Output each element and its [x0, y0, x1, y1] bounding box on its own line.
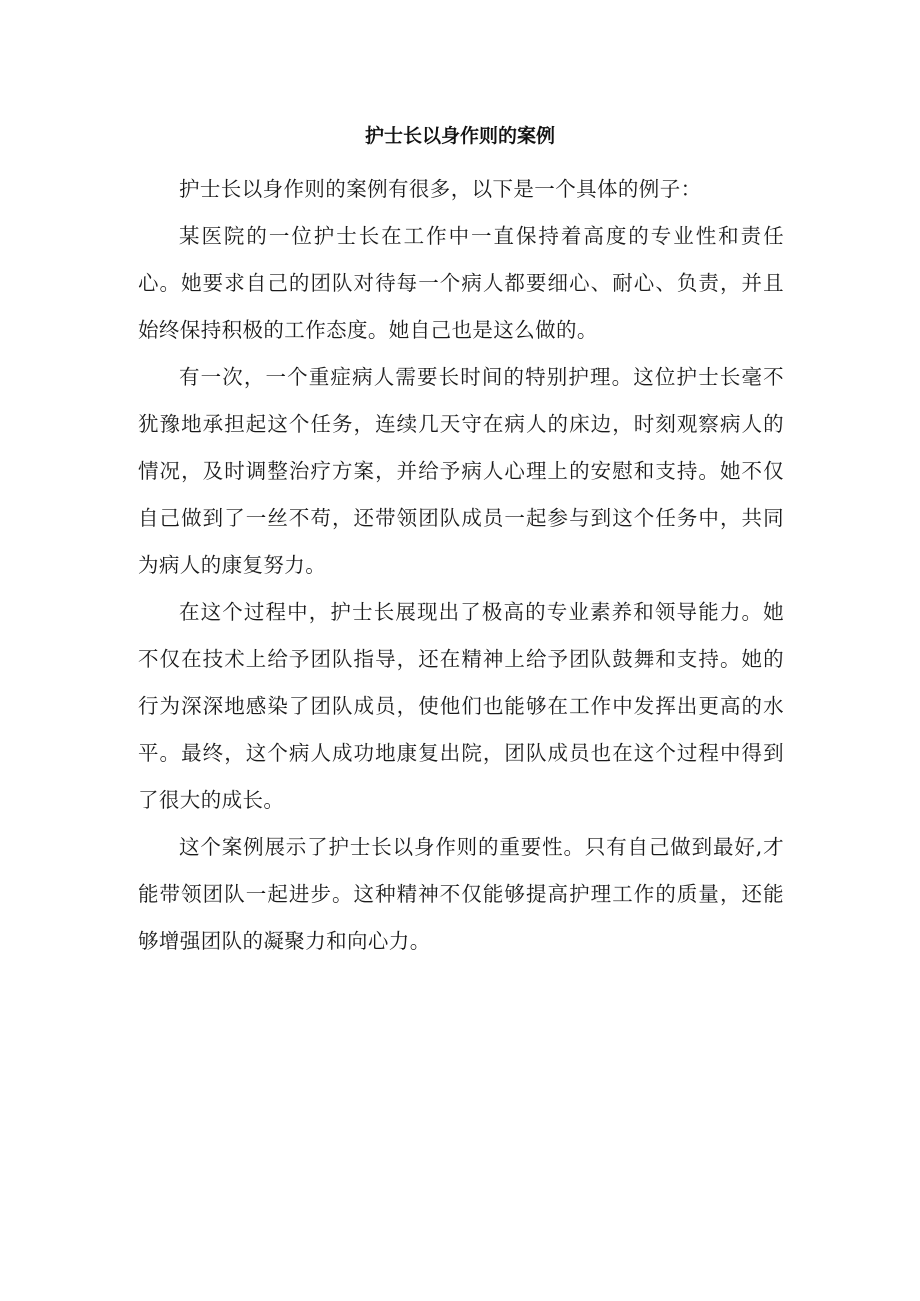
document-body	[138, 166, 784, 965]
paragraph-background: 某医院的一位护士长在工作中一直保持着高度的专业性和责任心。她要求自己的团队对待每一个病人都要细心、耐心、负责，并且始终保持积极的工作态度。她自己也是这么做的。	[138, 224, 784, 342]
paragraph-conclusion: 这个案例展示了护士长以身作则的重要性。只有自己做到最好,才能带领团队一起进步。这种精神不仅能够提高护理工作的质量，还能够增强团队的凝聚力和向心力。	[138, 835, 784, 953]
paragraph-intro: 护士长以身作则的案例有很多，以下是一个具体的例子：	[179, 177, 702, 201]
paragraph-case: 有一次，一个重症病人需要长时间的特别护理。这位护士长毫不犹豫地承担起这个任务，连续几天守在病人的床边，时刻观察病人的情况，及时调整治疗方案，并给予病人心理上的安慰和支持。她不仅自己做到了一丝不苟，还带领团队成员一起参与到这个任务中，共同为病人的康复努力。	[138, 365, 784, 577]
paragraph-result: 在这个过程中，护士长展现出了极高的专业素养和领导能力。她不仅在技术上给予团队指导，还在精神上给予团队鼓舞和支持。她的行为深深地感染了团队成员，使他们也能够在工作中发挥出更高的水平。最终，这个病人成功地康复出院，团队成员也在这个过程中得到了很大的成长。	[138, 600, 784, 812]
document-title: 护士长以身作则的案例	[364, 125, 555, 147]
